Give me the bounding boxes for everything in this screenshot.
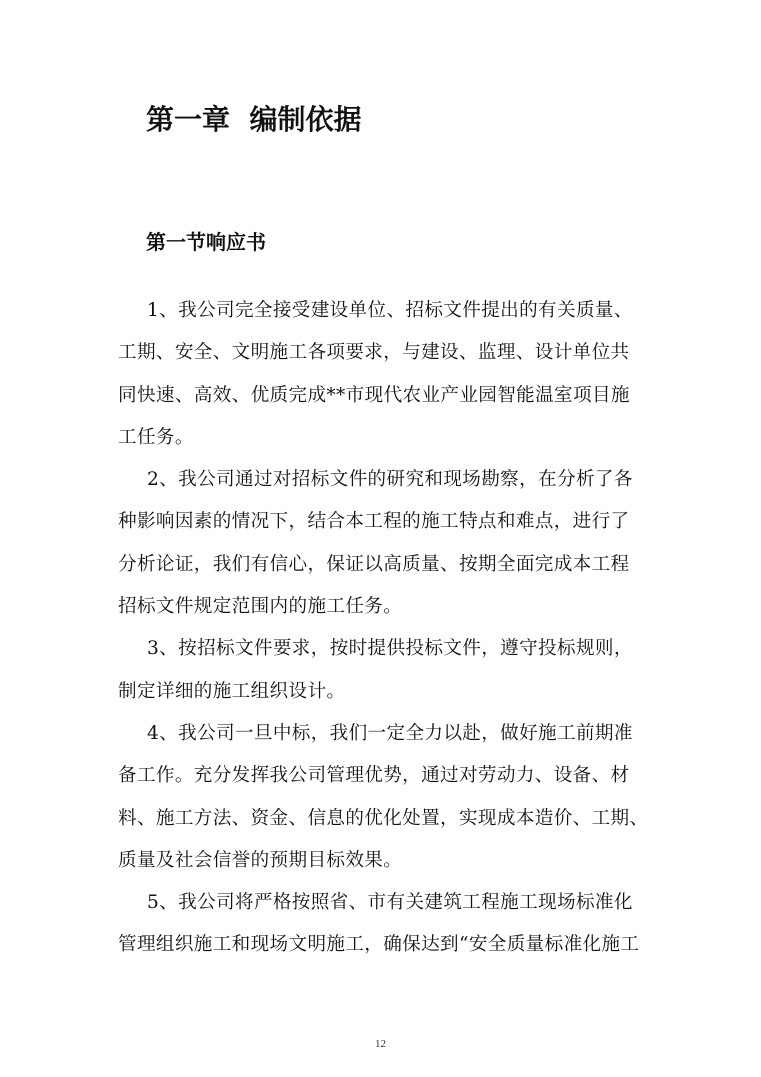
text-line: 制定详细的施工组织设计。 [118, 680, 346, 702]
text-line: 料、施工方法、资金、信息的优化处置，实现成本造价、工期、 [118, 807, 649, 829]
text-line: 3、按招标文件要求，按时提供投标文件，遵守投标规则， [147, 638, 633, 660]
paragraph-1 [118, 290, 638, 459]
text-line: 质量及社会信誉的预期目标效果。 [118, 849, 403, 871]
text-line: 种影响因素的情况下，结合本工程的施工特点和难点，进行了 [118, 511, 630, 533]
paragraph-2 [118, 459, 638, 628]
paragraph-4 [118, 713, 649, 882]
paragraph-5 [118, 882, 638, 967]
chapter-title: 第一章 编制依据 [146, 103, 362, 136]
section-title: 第一节响应书 [146, 230, 266, 254]
text-line: 工期、安全、文明施工各项要求，与建设、监理、设计单位共 [118, 342, 630, 364]
text-line: 管理组织施工和现场文明施工，确保达到“安全质量标准化施工 [118, 934, 640, 956]
page-number: 12 [375, 1038, 386, 1050]
paragraph-3 [118, 628, 638, 713]
text-line: 备工作。充分发挥我公司管理优势，通过对劳动力、设备、材 [118, 765, 630, 787]
body-text [118, 290, 649, 967]
text-line: 5、我公司将严格按照省、市有关建筑工程施工现场标准化 [147, 892, 633, 914]
text-line: 4、我公司一旦中标，我们一定全力以赴，做好施工前期准 [147, 722, 633, 744]
text-line: 工任务。 [118, 426, 194, 448]
text-line: 招标文件规定范围内的施工任务。 [118, 596, 403, 618]
text-line: 2、我公司通过对招标文件的研究和现场勘察，在分析了各 [147, 469, 633, 491]
text-line: 同快速、高效、优质完成**市现代农业产业园智能温室项目施 [118, 384, 630, 406]
text-line: 分析论证，我们有信心，保证以高质量、按期全面完成本工程 [118, 553, 630, 575]
text-line: 1、我公司完全接受建设单位、招标文件提出的有关质量、 [147, 300, 633, 321]
